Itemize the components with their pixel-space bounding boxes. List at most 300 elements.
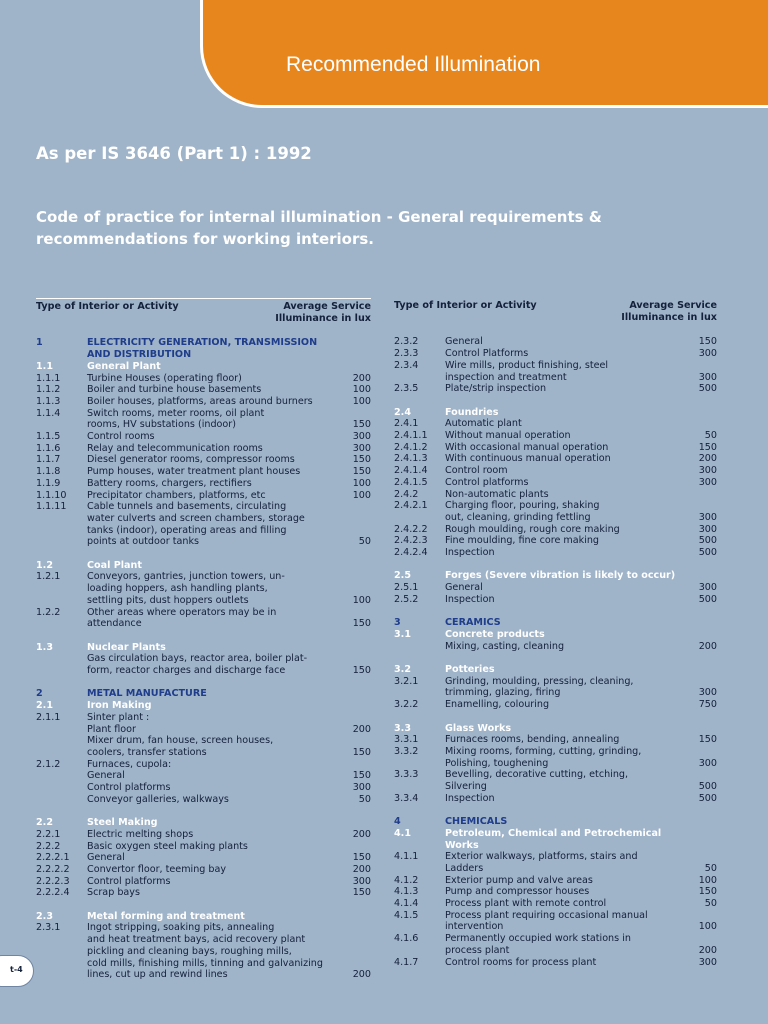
row-description: Ingot stripping, soaking pits, annealing and heat treatment bays, acid recovery plant pickling and cleaning bays, roughing mills, cold mills, finishing mills, tinning and galvanizing lines, cut up and rewind lines	[87, 922, 323, 981]
row-number: 2.4.2.1	[394, 500, 428, 512]
table-row	[394, 886, 717, 898]
row-illuminance: 200	[352, 969, 371, 981]
row-illuminance: 300	[352, 442, 371, 454]
row-description: Relay and telecommunication rooms	[87, 442, 263, 454]
table-row	[394, 734, 717, 746]
row-illuminance: 100	[352, 384, 371, 396]
row-number: 3.3.2	[394, 745, 419, 757]
left-rows	[36, 337, 371, 981]
table-row	[36, 911, 371, 923]
row-number: 3.3.4	[394, 792, 419, 804]
row-number: 3.3	[394, 722, 411, 734]
row-description: Control platforms	[87, 875, 171, 887]
table-row	[394, 723, 717, 735]
row-illuminance: 300	[698, 348, 717, 360]
row-illuminance: 300	[698, 523, 717, 535]
row-number: 2.3.4	[394, 359, 419, 371]
row-illuminance	[331, 560, 371, 572]
row-number: 1.1.3	[36, 395, 61, 407]
row-description: Non-automatic plants	[445, 488, 549, 500]
row-number: 2.2	[36, 817, 53, 829]
row-description: Turbine Houses (operating floor)	[87, 372, 242, 384]
row-illuminance	[331, 759, 371, 771]
row-number: 2.3.2	[394, 336, 419, 348]
row-illuminance: 150	[352, 665, 371, 677]
row-illuminance	[331, 361, 371, 373]
row-illuminance: 50	[704, 862, 717, 874]
table-row	[36, 466, 371, 478]
row-illuminance: 150	[352, 419, 371, 431]
table-row	[394, 664, 717, 676]
table-row	[394, 594, 717, 606]
row-illuminance: 300	[698, 687, 717, 699]
row-illuminance: 50	[358, 793, 371, 805]
row-illuminance	[677, 407, 717, 419]
table-row	[36, 852, 371, 864]
row-description: Plate/strip inspection	[445, 383, 547, 395]
table-row	[36, 759, 371, 771]
row-description: Gas circulation bays, reactor area, boiler plat- form, reactor charges and discharge face	[87, 653, 308, 677]
row-number: 1.1.7	[36, 454, 61, 466]
table-row	[36, 373, 371, 385]
row-description: CHEMICALS	[445, 816, 508, 828]
row-description: Inspection	[445, 792, 495, 804]
row-number: 2.2.2.4	[36, 887, 70, 899]
table-row	[36, 735, 371, 758]
row-description: Battery rooms, chargers, rectifiers	[87, 477, 252, 489]
row-illuminance: 200	[698, 640, 717, 652]
table-row	[394, 898, 717, 910]
row-description: Fine moulding, fine core making	[445, 535, 600, 547]
row-description: Pump houses, water treatment plant houses	[87, 466, 301, 478]
row-description: Basic oxygen steel making plants	[87, 840, 248, 852]
row-description: Sinter plant :	[87, 711, 150, 723]
row-illuminance: 150	[698, 886, 717, 898]
row-number: 1.1.11	[36, 501, 67, 513]
table-row	[394, 547, 717, 559]
row-description: Permanently occupied work stations in process plant	[445, 933, 631, 956]
standard-reference: As per IS 3646 (Part 1) : 1992	[36, 144, 312, 163]
row-number: 1	[36, 337, 43, 349]
table-row	[36, 817, 371, 829]
row-number: 3	[394, 617, 401, 629]
row-number: 4.1	[394, 827, 411, 839]
row-description: Boiler and turbine house basements	[87, 384, 262, 396]
title-banner	[200, 0, 768, 108]
row-illuminance	[677, 570, 717, 582]
table-row	[394, 875, 717, 887]
row-description: Grinding, moulding, pressing, cleaning, trimming, glazing, firing	[445, 675, 634, 699]
row-illuminance: 300	[698, 956, 717, 968]
row-number: 2.1.2	[36, 758, 61, 770]
row-illuminance: 500	[698, 792, 717, 804]
table-row	[394, 336, 717, 348]
table-row	[36, 841, 371, 853]
row-illuminance: 500	[698, 383, 717, 395]
row-illuminance: 300	[698, 757, 717, 769]
row-number: 1.1.10	[36, 489, 67, 501]
row-number: 4.1.7	[394, 956, 419, 968]
row-illuminance: 200	[352, 372, 371, 384]
row-description: Furnaces, cupola:	[87, 758, 172, 770]
row-description: Control rooms	[87, 431, 155, 443]
row-description: Other areas where operators may be in attendance	[87, 606, 277, 630]
row-description: ELECTRICITY GENERATION, TRANSMISSION AND DISTRIBUTION	[87, 337, 318, 361]
row-description: Exterior walkways, platforms, stairs and Ladders	[445, 851, 638, 874]
table-row	[36, 712, 371, 724]
table-row	[36, 431, 371, 443]
row-description: Boiler houses, platforms, areas around burners	[87, 395, 313, 407]
row-number: 1.1.5	[36, 431, 61, 443]
table-row	[36, 560, 371, 572]
table-row	[394, 746, 717, 769]
row-illuminance	[331, 817, 371, 829]
table-row	[36, 501, 371, 548]
row-illuminance: 150	[698, 734, 717, 746]
row-description: Convertor floor, teeming bay	[87, 863, 227, 875]
row-number: 2.5.1	[394, 582, 419, 594]
row-description: Precipitator chambers, platforms, etc	[87, 489, 266, 501]
row-number	[36, 770, 87, 782]
row-description: Potteries	[445, 664, 495, 676]
table-row	[36, 724, 371, 736]
left-header-illuminance: Average Service Illuminance in lux	[275, 301, 371, 324]
row-number: 4.1.4	[394, 898, 419, 910]
row-number: 2.4.2.3	[394, 535, 428, 547]
row-number: 2.4.1.4	[394, 465, 428, 477]
table-row	[394, 641, 717, 653]
row-description: Without manual operation	[445, 430, 571, 442]
row-number: 1.3	[36, 641, 53, 653]
table-row	[394, 933, 717, 956]
row-description: Petroleum, Chemical and Petrochemical Works	[445, 827, 662, 851]
table-row	[394, 582, 717, 594]
row-illuminance: 150	[352, 746, 371, 758]
row-description: Furnaces rooms, bending, annealing	[445, 734, 620, 746]
row-number: 2.2.2	[36, 840, 61, 852]
table-row	[394, 442, 717, 454]
table-row	[36, 653, 371, 676]
table-row	[36, 337, 371, 360]
row-number: 2.1	[36, 700, 53, 712]
table-row	[36, 794, 371, 806]
row-illuminance: 50	[358, 536, 371, 548]
row-illuminance: 150	[352, 852, 371, 864]
right-header-type: Type of Interior or Activity	[394, 300, 537, 311]
row-illuminance	[331, 911, 371, 923]
row-number: 1.2	[36, 559, 53, 571]
row-illuminance	[677, 723, 717, 735]
row-illuminance	[677, 828, 717, 851]
row-illuminance: 150	[352, 466, 371, 478]
table-row	[36, 876, 371, 888]
row-illuminance	[677, 489, 717, 501]
row-description: Bevelling, decorative cutting, etching, Silvering	[445, 769, 629, 793]
row-illuminance: 150	[698, 336, 717, 348]
table-row	[36, 642, 371, 654]
table-row	[394, 418, 717, 430]
left-table-column	[36, 298, 371, 981]
row-illuminance: 200	[352, 863, 371, 875]
right-rows	[394, 336, 717, 968]
table-row	[394, 489, 717, 501]
table-row	[36, 864, 371, 876]
row-illuminance: 100	[352, 477, 371, 489]
table-row	[394, 477, 717, 489]
table-row	[36, 384, 371, 396]
row-illuminance: 300	[698, 476, 717, 488]
table-row	[394, 851, 717, 874]
table-row	[36, 607, 371, 630]
table-row	[36, 829, 371, 841]
table-row	[36, 396, 371, 408]
table-row	[394, 676, 717, 699]
row-illuminance: 100	[352, 395, 371, 407]
row-illuminance: 150	[352, 618, 371, 630]
left-column-header	[36, 298, 371, 324]
row-number: 1.1.8	[36, 466, 61, 478]
row-illuminance: 100	[352, 594, 371, 606]
row-number: 2.2.1	[36, 828, 61, 840]
row-number: 2.2.2.3	[36, 875, 70, 887]
row-description: Glass Works	[445, 722, 512, 734]
row-illuminance: 300	[698, 511, 717, 523]
row-illuminance	[331, 712, 371, 724]
row-illuminance: 500	[698, 547, 717, 559]
row-illuminance	[331, 841, 371, 853]
row-number: 4.1.6	[394, 933, 419, 945]
row-description: Exterior pump and valve areas	[445, 874, 593, 886]
table-row	[394, 500, 717, 523]
row-description: Mixing rooms, forming, cutting, grinding, Polishing, toughening	[445, 745, 642, 769]
row-illuminance: 750	[698, 699, 717, 711]
table-row	[36, 782, 371, 794]
row-illuminance: 50	[704, 430, 717, 442]
row-illuminance: 300	[352, 875, 371, 887]
row-description: Inspection	[445, 547, 495, 559]
row-number: 1.2.1	[36, 571, 61, 583]
row-description: Forges (Severe vibration is likely to occur)	[445, 570, 676, 582]
row-description: Pump and compressor houses	[445, 886, 590, 898]
row-number: 1.1.1	[36, 372, 61, 384]
row-description: Iron Making	[87, 700, 152, 712]
row-number: 2.5	[394, 570, 411, 582]
left-header-type: Type of Interior or Activity	[36, 301, 179, 312]
row-description: Process plant requiring occasional manual intervention	[445, 909, 648, 933]
row-illuminance: 200	[352, 723, 371, 735]
table-row	[36, 408, 371, 431]
table-row	[394, 348, 717, 360]
row-number: 2.4.1.3	[394, 453, 428, 465]
row-number: 4	[394, 816, 401, 828]
row-illuminance	[677, 418, 717, 430]
row-number: 2.2.2.2	[36, 863, 70, 875]
row-number: 3.2	[394, 664, 411, 676]
row-description: General	[87, 770, 125, 782]
row-description: Coal Plant	[87, 559, 142, 571]
row-description: Metal forming and treatment	[87, 910, 245, 922]
table-row	[394, 769, 717, 792]
table-row	[36, 571, 371, 606]
table-row	[36, 443, 371, 455]
table-row	[36, 770, 371, 782]
row-number	[394, 641, 445, 653]
row-number: 3.3.3	[394, 769, 419, 781]
right-header-illuminance: Average Service Illuminance in lux	[621, 300, 717, 323]
row-illuminance: 500	[698, 535, 717, 547]
row-illuminance: 50	[704, 898, 717, 910]
row-description: Diesel generator rooms, compressor rooms	[87, 454, 295, 466]
row-number: 2.4.2.4	[394, 547, 428, 559]
row-illuminance: 300	[698, 371, 717, 383]
row-number: 2.1.1	[36, 711, 61, 723]
table-row	[394, 617, 717, 629]
row-description: Electric melting shops	[87, 828, 194, 840]
row-illuminance	[677, 664, 717, 676]
table-row	[394, 957, 717, 969]
row-number: 3.2.2	[394, 699, 419, 711]
row-illuminance	[677, 617, 717, 629]
row-description: Scrap bays	[87, 887, 140, 899]
table-row	[394, 793, 717, 805]
row-description: METAL MANUFACTURE	[87, 688, 207, 700]
code-of-practice-title: Code of practice for internal illumination - General requirements & recommendations for working interiors.	[36, 208, 602, 248]
row-illuminance: 300	[698, 582, 717, 594]
row-number: 2.4.1.1	[394, 430, 428, 442]
row-illuminance	[331, 337, 371, 360]
row-number: 2.4.1.2	[394, 441, 428, 453]
row-illuminance: 100	[698, 921, 717, 933]
row-description: Switch rooms, meter rooms, oil plant rooms, HV substations (indoor)	[87, 407, 265, 431]
table-row	[394, 360, 717, 383]
row-description: General	[445, 582, 483, 594]
table-row	[36, 361, 371, 373]
row-description: CERAMICS	[445, 617, 501, 629]
row-number	[36, 653, 87, 676]
row-number: 2.4.1.5	[394, 476, 428, 488]
row-illuminance: 150	[352, 454, 371, 466]
table-row	[394, 816, 717, 828]
row-description: Concrete products	[445, 628, 545, 640]
row-description: Control Platforms	[445, 348, 529, 360]
row-illuminance	[677, 629, 717, 641]
row-illuminance	[331, 642, 371, 654]
row-description: Control platforms	[445, 476, 529, 488]
row-number: 2	[36, 688, 43, 700]
row-number	[36, 735, 87, 758]
row-number: 4.1.5	[394, 909, 419, 921]
table-row	[394, 524, 717, 536]
row-number: 4.1.3	[394, 886, 419, 898]
row-number: 3.1	[394, 628, 411, 640]
table-row	[394, 453, 717, 465]
row-description: Plant floor	[87, 723, 136, 735]
row-number: 2.4	[394, 406, 411, 418]
row-number: 2.3.3	[394, 348, 419, 360]
row-description: With occasional manual operation	[445, 441, 609, 453]
row-number: 1.2.2	[36, 606, 61, 618]
table-row	[36, 478, 371, 490]
row-number: 1.1	[36, 360, 53, 372]
row-illuminance	[677, 816, 717, 828]
row-number: 1.1.4	[36, 407, 61, 419]
table-row	[394, 383, 717, 395]
page-number: t-4	[10, 965, 23, 974]
row-description: Foundries	[445, 406, 499, 418]
row-description: With continuous manual operation	[445, 453, 611, 465]
row-description: Inspection	[445, 593, 495, 605]
row-illuminance: 500	[698, 781, 717, 793]
row-number: 2.3	[36, 910, 53, 922]
row-illuminance: 200	[698, 944, 717, 956]
row-number: 2.4.2.2	[394, 523, 428, 535]
row-illuminance: 100	[352, 489, 371, 501]
row-illuminance	[331, 688, 371, 700]
row-description: General	[87, 852, 125, 864]
row-description: Automatic plant	[445, 418, 522, 430]
row-illuminance	[331, 700, 371, 712]
row-number: 1.1.2	[36, 384, 61, 396]
table-row	[394, 430, 717, 442]
row-description: Conveyors, gantries, junction towers, un- loading hoppers, ash handling plants, settling pits, dust hoppers outlets	[87, 571, 285, 606]
table-row	[394, 629, 717, 641]
row-illuminance: 200	[698, 453, 717, 465]
row-number: 4.1.1	[394, 851, 419, 863]
row-number: 2.2.2.1	[36, 852, 70, 864]
table-row	[394, 465, 717, 477]
row-number: 2.3.1	[36, 922, 61, 934]
table-row	[394, 407, 717, 419]
row-illuminance: 150	[352, 770, 371, 782]
row-number: 2.4.1	[394, 418, 419, 430]
row-description: Control room	[445, 465, 508, 477]
row-description: Steel Making	[87, 817, 158, 829]
table-row	[394, 910, 717, 933]
row-illuminance: 150	[352, 887, 371, 899]
table-row	[36, 922, 371, 981]
table-row	[36, 688, 371, 700]
row-description: Mixing, casting, cleaning	[445, 640, 565, 652]
table-row	[36, 887, 371, 899]
row-description: Rough moulding, rough core making	[445, 523, 620, 535]
row-illuminance: 150	[698, 441, 717, 453]
row-description: Mixer drum, fan house, screen houses, coolers, transfer stations	[87, 735, 274, 758]
row-description: Cable tunnels and basements, circulating water culverts and screen chambers, storage tanks (indoor), operating areas and filling points at outdoor tanks	[87, 501, 305, 548]
row-number: 2.5.2	[394, 593, 419, 605]
row-number	[36, 782, 87, 794]
table-row	[394, 828, 717, 851]
row-illuminance: 300	[352, 431, 371, 443]
table-row	[36, 454, 371, 466]
row-number	[36, 794, 87, 806]
row-illuminance: 100	[698, 874, 717, 886]
row-number: 3.3.1	[394, 734, 419, 746]
page-number-tab	[0, 955, 34, 987]
right-column-header	[394, 298, 717, 323]
table-row	[36, 700, 371, 712]
row-description: Wire mills, product finishing, steel inspection and treatment	[445, 359, 609, 383]
row-description: Charging floor, pouring, shaking out, cleaning, grinding fettling	[445, 500, 600, 523]
table-row	[394, 570, 717, 582]
table-row	[36, 490, 371, 502]
row-number: 1.1.6	[36, 442, 61, 454]
row-description: Control rooms for process plant	[445, 956, 597, 968]
row-illuminance: 200	[352, 828, 371, 840]
row-description: Nuclear Plants	[87, 641, 166, 653]
table-row	[394, 699, 717, 711]
row-number	[36, 724, 87, 736]
row-description: General	[445, 336, 483, 348]
